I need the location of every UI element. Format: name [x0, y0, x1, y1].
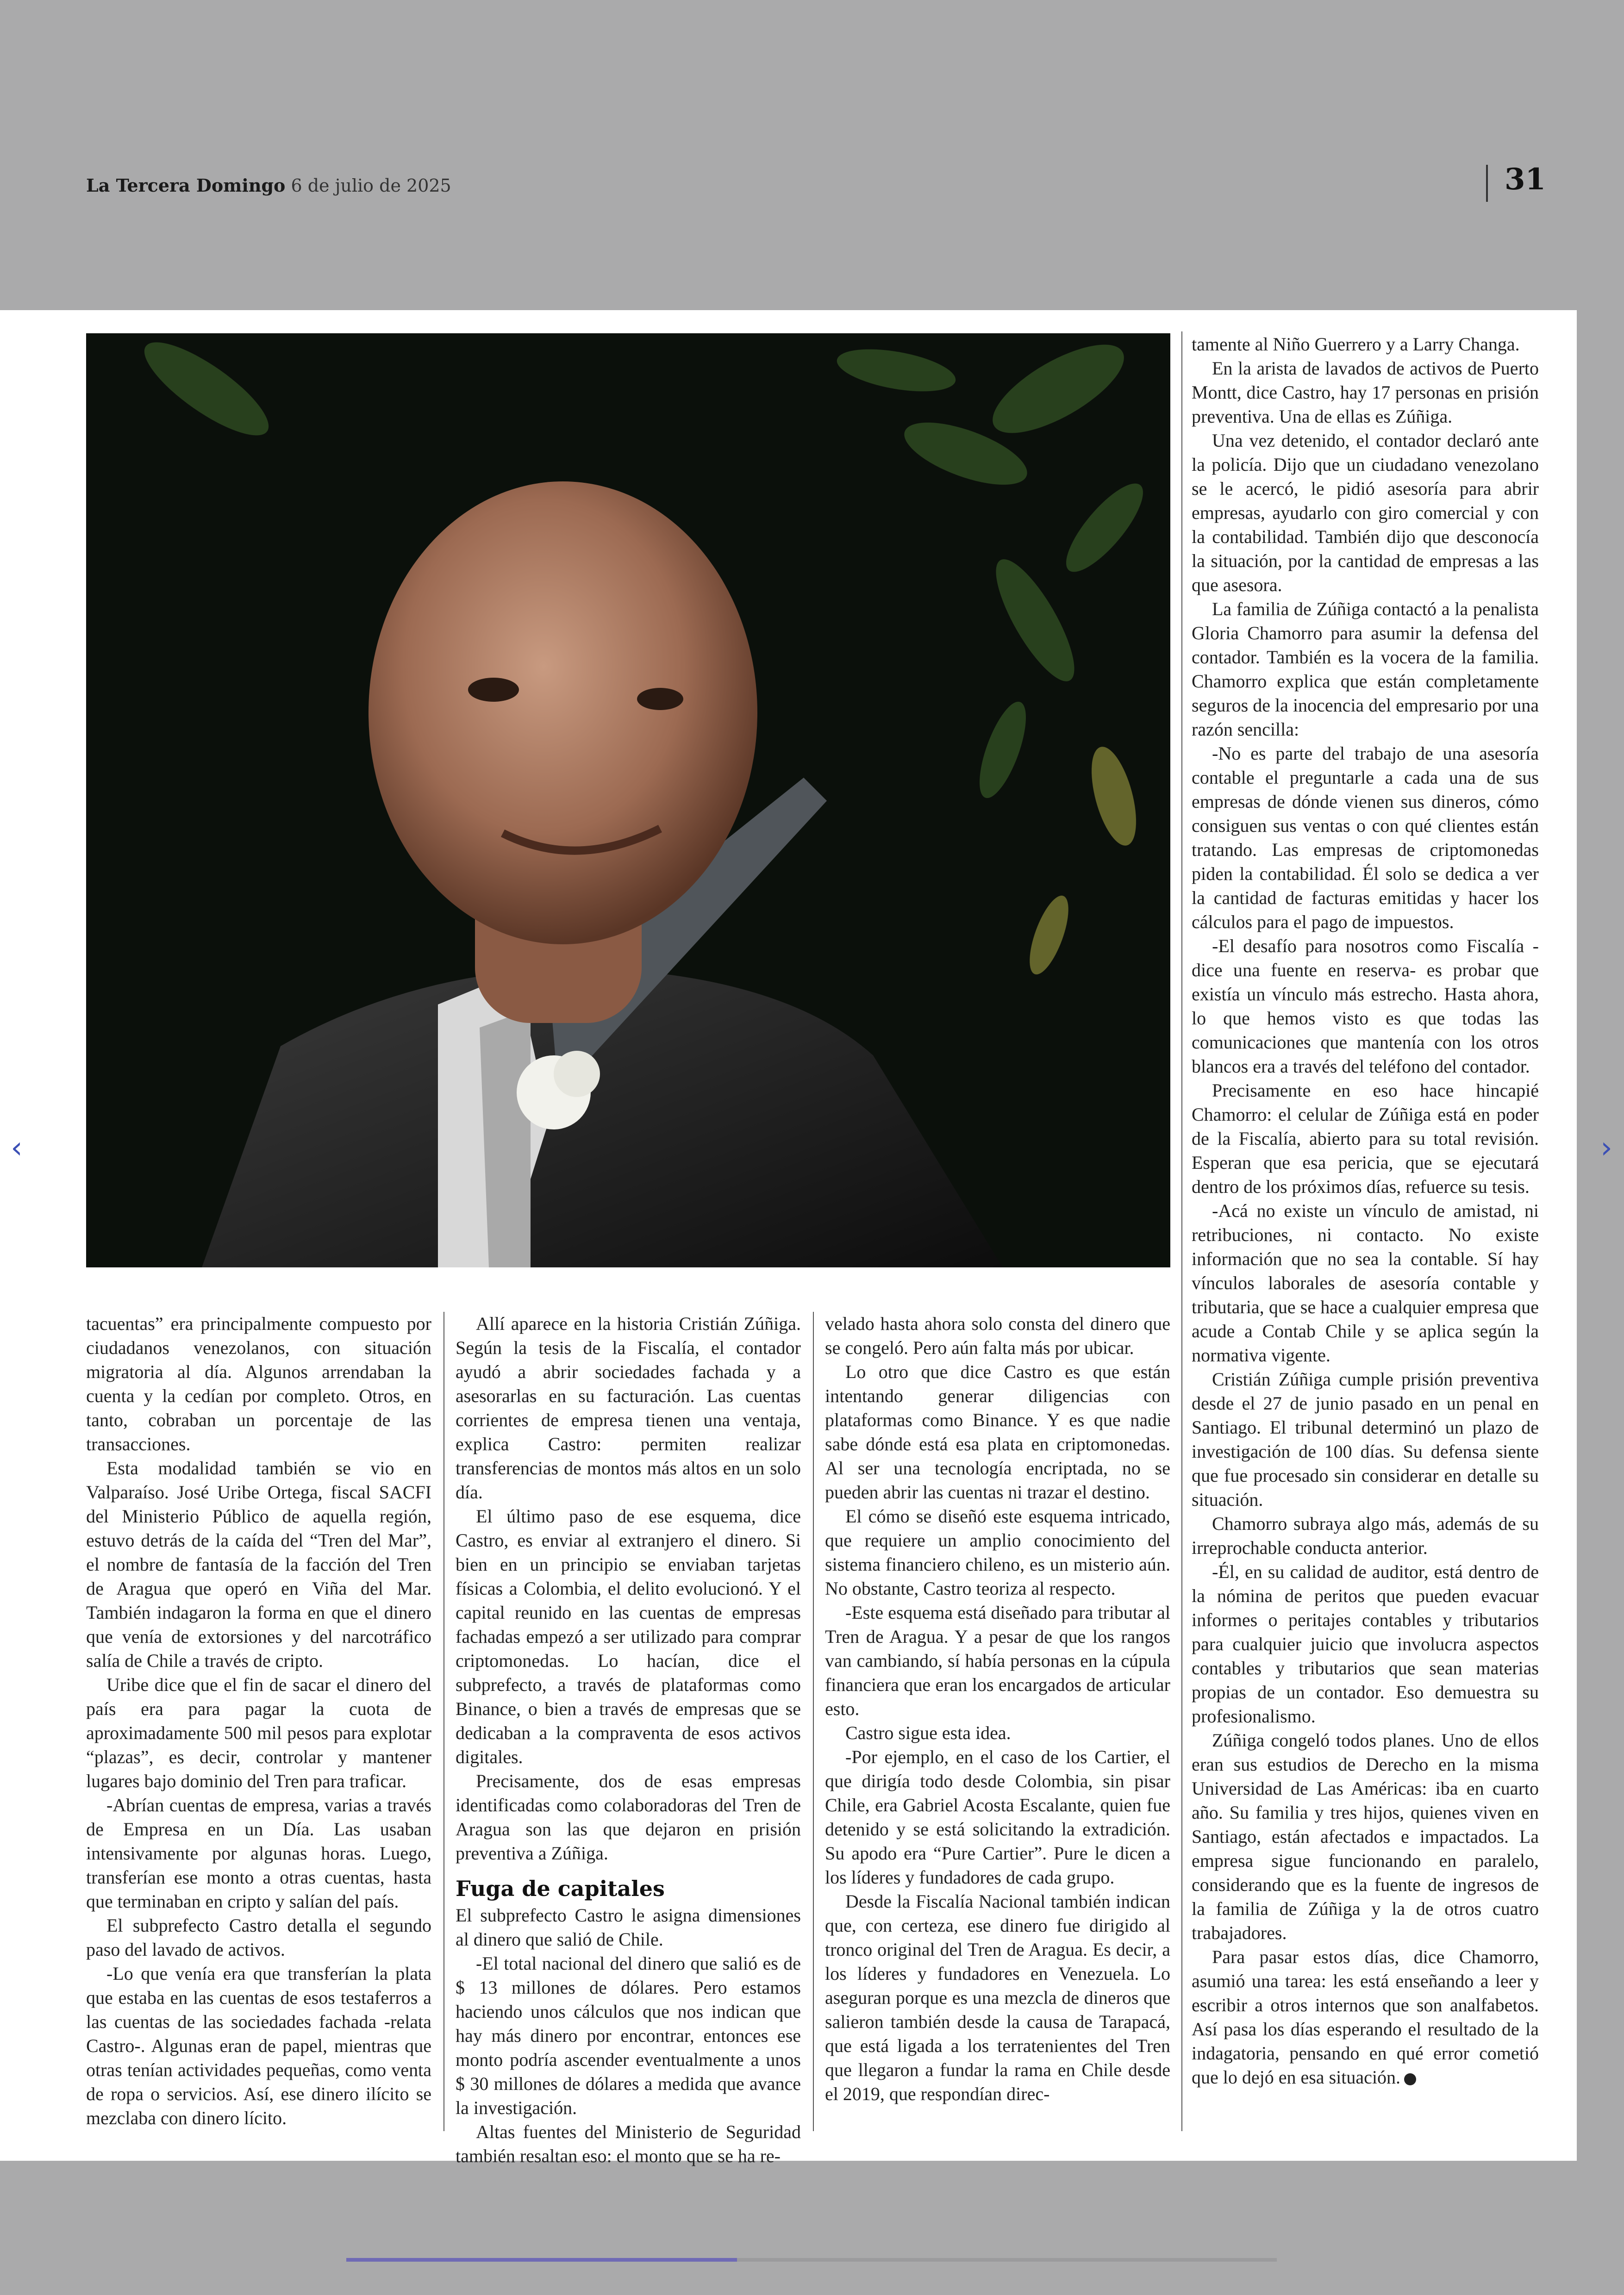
page-number: 31 — [1505, 162, 1546, 197]
paragraph: Desde la Fiscalía Nacional también indican que, con certeza, ese dinero fue dirigido al tronco original del Tren de Aragua. Es decir, a los líderes y fundadores en Venezuela. Lo aseguran porque es una mezcla de dineros que salieron también desde la causa de Tarapacá, que está ligada a los terratenientes del Tren que llegaron a fundar la rama en Chile desde el 2019, que respondían direc- — [825, 1891, 1170, 2104]
column-divider — [813, 1312, 814, 2131]
page-number-divider — [1486, 165, 1488, 202]
paragraph: -Él, en su calidad de auditor, está dentro de la nómina de peritos que pueden evacuar informes o peritajes contables y tributarios para cualquier juicio que involucra aspectos contables y tributarios que sean materias propias de un contador. Eso demuestra su profesionalismo. — [1192, 1561, 1539, 1727]
paragraph: -El total nacional del dinero que salió es de $ 13 millones de dólares. Pero estamos haciendo unos cálculos que nos indican que hay más dinero por encontrar, entonces ese monto podría ascender eventualmente a unos $ 30 millones de dólares a medida que avance la investigación. — [456, 1953, 801, 2118]
paragraph: tacuentas” era principalmente compuesto por ciudadanos venezolanos, con situación migratoria al día. Algunos arrendaban la cuenta y la cedían por completo. Otros, en tanto, cobraban un porcentaje de las transacciones. — [86, 1313, 431, 1454]
paragraph: Precisamente en eso hace hincapié Chamorro: el celular de Zúñiga está en poder de la Fiscalía, abierto para su total revisión. Esperan que esa pericia, que se ejecutará dentro de los próximos días, refuerce su tesis. — [1192, 1080, 1539, 1197]
article-column-1 — [86, 1312, 431, 2130]
portrait-photo — [86, 333, 1170, 1267]
paragraph: Altas fuentes del Ministerio de Seguridad también resaltan eso: el monto que se ha re- — [456, 2121, 801, 2166]
article-column-4 — [1192, 332, 1539, 2089]
paragraph: Esta modalidad también se vio en Valparaíso. José Uribe Ortega, fiscal SACFI del Ministerio Público de aquella región, estuvo detrás de la caída del “Tren del Mar”, el nombre de fantasía de la facción del Tren de Aragua que operó en Viña del Mar. También indagaron la forma en que el dinero que venía de extorsiones y del narcotráfico salía de Chile a través de cripto. — [86, 1458, 431, 1671]
paragraph — [1192, 1945, 1539, 2089]
paragraph: -Este esquema está diseñado para tributar al Tren de Aragua. Y a pesar de que los rangos van cambiando, sí había personas en la cúpula financiera que eran los encargados de articular esto. — [825, 1602, 1170, 1719]
column-divider — [1181, 331, 1182, 2131]
previous-page-button[interactable]: ‹ — [11, 1131, 23, 1165]
paragraph: Allí aparece en la historia Cristián Zúñiga. Según la tesis de la Fiscalía, el contador ayudó a abrir sociedades fachada y a asesorarlas en su facturación. Las cuentas corrientes de empresa tienen una ventaja, explica Castro: permiten realizar transferencias de montos más altos en un solo día. — [456, 1313, 801, 1503]
article-column-3 — [825, 1312, 1170, 2106]
paragraph: En la arista de lavados de activos de Puerto Montt, dice Castro, hay 17 personas en prisión preventiva. Una de ellas es Zúñiga. — [1192, 358, 1539, 427]
paragraph: Lo otro que dice Castro es que están intentando generar diligencias con plataformas como Binance. Y es que nadie sabe dónde está esa plata en criptomonedas. Al ser una tecnología encriptada, no se pueden abrir las cuentas ni trazar el destino. — [825, 1361, 1170, 1503]
paragraph: -Acá no existe un vínculo de amistad, ni retribuciones, ni contacto. No existe información que no sea la contable. Sí hay vínculos laborales de asesoría contable y tributaria, que se hace a cualquier empresa que acude a Contab Chile y se aplica según la normativa vigente. — [1192, 1200, 1539, 1366]
paragraph: Chamorro subraya algo más, además de su irreprochable conducta anterior. — [1192, 1513, 1539, 1558]
paragraph: Una vez detenido, el contador declaró ante la policía. Dijo que un ciudadano venezolano se le acercó, le pidió asesoría para abrir empresas, ayudarlo con giro comercial y con la contabilidad. También dijo que desconocía la situación, por la cantidad de empresas a las que asesora. — [1192, 430, 1539, 595]
paragraph: -Abrían cuentas de empresa, varias a través de Empresa en un Día. Las usaban intensivamente por algunas horas. Luego, transferían ese monto a otras cuentas, hasta que terminaban en cripto y salían del país. — [86, 1795, 431, 1912]
paragraph: El subprefecto Castro le asigna dimensiones al dinero que salió de Chile. — [456, 1905, 801, 1950]
publication-name: La Tercera Domingo — [86, 175, 286, 196]
paragraph: Precisamente, dos de esas empresas identificadas como colaboradoras del Tren de Aragua son las que dejaron en prisión preventiva a Zúñiga. — [456, 1771, 801, 1864]
paragraph: tamente al Niño Guerrero y a Larry Changa. — [1192, 334, 1520, 355]
paragraph: La familia de Zúñiga contactó a la penalista Gloria Chamorro para asumir la defensa del contador. También es la vocera de la familia. Chamorro explica que están completamente seguros de la inocencia del empresario por una razón sencilla: — [1192, 599, 1539, 740]
paragraph: -Por ejemplo, en el caso de los Cartier, el que dirigía todo desde Colombia, sin pisar Chile, era Gabriel Acosta Escalante, quien fue detenido y se está solicitando la extradición. Su apodo era “Pure Cartier”. Pure le dicen a los líderes y fundadores de cada grupo. — [825, 1746, 1170, 1888]
reading-progress-bar[interactable] — [346, 2258, 1277, 2262]
paragraph: Zúñiga congeló todos planes. Uno de ellos eran sus estudios de Derecho en la misma Universidad de Las Américas: iba en cuarto año. Su familia y tres hijos, quienes viven en Santiago, están afectados e impactados. La empresa sigue funcionando en paralelo, considerando que es la fuente de ingresos de la familia de Zúñiga y la de otros cuatro trabajadores. — [1192, 1730, 1539, 1943]
publication-line — [86, 175, 451, 196]
paragraph: El cómo se diseñó este esquema intricado, que requiere un amplio conocimiento del sistema financiero chileno, es un misterio aún. No obstante, Castro teoriza al respecto. — [825, 1506, 1170, 1599]
column-divider — [443, 1312, 444, 2131]
paragraph: Castro sigue esta idea. — [845, 1722, 1011, 1743]
paragraph: velado hasta ahora solo consta del dinero que se congeló. Pero aún falta más por ubicar. — [825, 1313, 1170, 1358]
paragraph: El último paso de ese esquema, dice Castro, es enviar al extranjero el dinero. Si bien en un principio se enviaban tarjetas físicas a Colombia, el delito evolucionó. Y el capital reunido en las cuentas de empresas fachadas empezó a ser utilizado para comprar criptomonedas. Lo hacían, dice el subprefecto, a través de plataformas como Binance, o bien a través de empresas que se dedicaban a la compraventa de esos activos digitales. — [456, 1506, 801, 1767]
paragraph: Cristián Zúñiga cumple prisión preventiva desde el 27 de junio pasado en un penal en Santiago. El tribunal determinó un plazo de investigación de 100 días. Su defensa siente que fue procesado sin considerar en detalle su situación. — [1192, 1369, 1539, 1510]
paragraph: Uribe dice que el fin de sacar el dinero del país era para pagar la cuota de aproximadamente 500 mil pesos para explotar “plazas”, es decir, controlar y mantener lugares bajo dominio del Tren para traficar. — [86, 1674, 431, 1791]
article-end-icon — [1404, 2073, 1416, 2085]
paragraph: -El desafío para nosotros como Fiscalía -dice una fuente en reserva- es probar que existía un vínculo más estrecho. Hasta ahora, lo que hemos visto es que todas las comunicaciones que mantenía con los otros blancos era a través del teléfono del contador. — [1192, 935, 1539, 1077]
portrait-photo-icon — [86, 333, 1170, 1267]
publication-date: 6 de julio de 2025 — [291, 175, 451, 196]
paragraph: El subprefecto Castro detalla el segundo paso del lavado de activos. — [86, 1915, 431, 1960]
section-heading: Fuga de capitales — [456, 1876, 665, 1901]
paragraph: -Lo que venía era que transferían la plata que estaba en las cuentas de esos testaferros a las cuentas de las sociedades fachada -relata Castro-. Algunas eran de papel, mientras que otras tenían actividades pequeñas, como venta de ropa o servicios. Así, ese dinero ilícito se mezclaba con dinero lícito. — [86, 1963, 431, 2128]
page-header — [0, 0, 1624, 310]
paragraph-text: Para pasar estos días, dice Chamorro, asumió una tarea: les está enseñando a leer y escribir a otros internos que son analfabetos. Así pasa los días esperando el resultado de la indagatoria, pensando en qué error cometió que lo dejó en esa situación. — [1192, 1946, 1539, 2088]
article-column-2 — [456, 1312, 801, 2168]
next-page-button[interactable]: › — [1600, 1131, 1612, 1165]
paragraph: -No es parte del trabajo de una asesoría contable el preguntarle a cada una de sus empresas de dónde vienen sus dineros, cómo consiguen sus ventas o con qué clientes están tratando. Las empresas de criptomonedas piden la contabilidad. Él solo se dedica a ver la cantidad de facturas emitidas y hacer los cálculos para el pago de impuestos. — [1192, 743, 1539, 932]
reading-progress-fill — [346, 2258, 737, 2262]
